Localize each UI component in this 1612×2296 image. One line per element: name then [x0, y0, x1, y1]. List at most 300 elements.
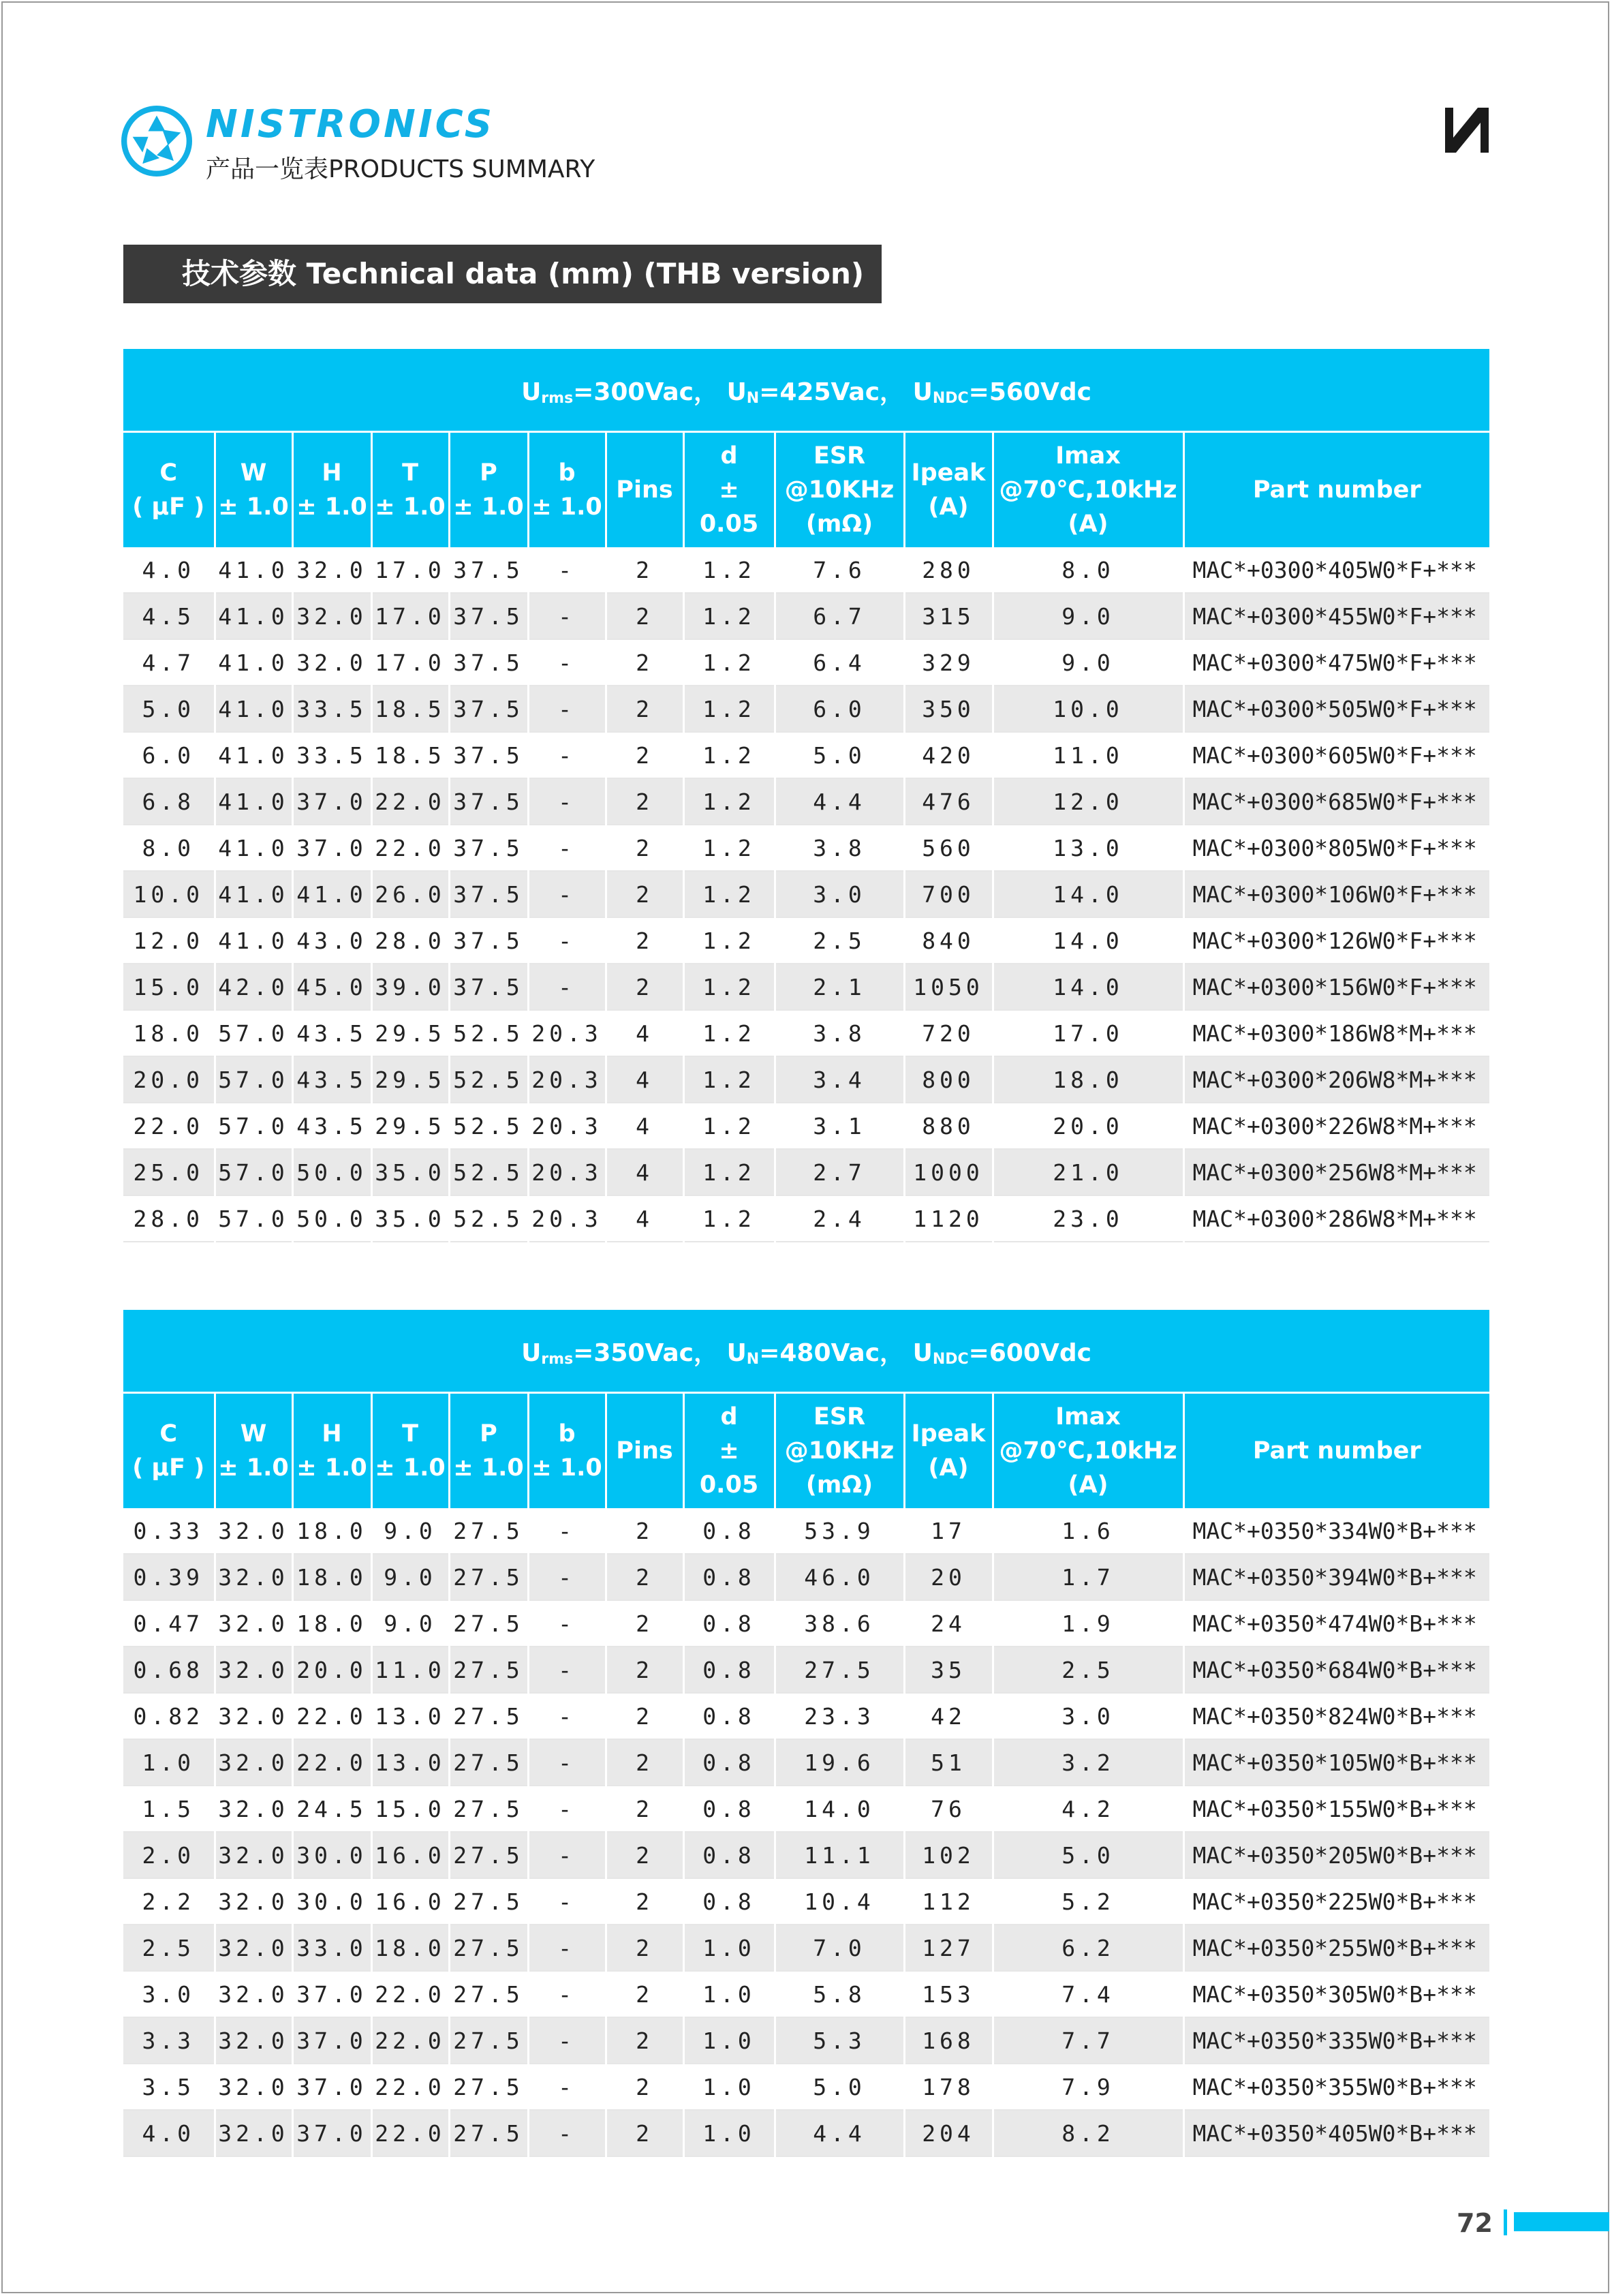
column-header-line: ( μF )	[132, 493, 205, 521]
table-cell: 32.0	[215, 1508, 292, 1554]
table-row	[123, 1554, 1489, 1600]
table-cell: 37.5	[449, 547, 528, 593]
table-cell: 9.0	[371, 1508, 449, 1554]
part-number-cell: MAC*+0300*226W8*M+***	[1183, 1103, 1489, 1149]
table-cell: 4	[606, 1103, 683, 1149]
column-header-line: ± 1.0	[296, 493, 367, 521]
column-header	[1183, 1393, 1489, 1509]
table-row	[123, 1786, 1489, 1832]
table-cell: 880	[904, 1103, 993, 1149]
table-cell: 35.0	[371, 1149, 449, 1195]
table-cell: 11.0	[371, 1647, 449, 1693]
table-cell: 46.0	[775, 1554, 904, 1600]
column-header	[606, 1393, 683, 1509]
table-cell: 37.5	[449, 778, 528, 825]
table-cell: 43.5	[292, 1056, 371, 1103]
table-cell: 6.4	[775, 639, 904, 686]
column-header-line: Ipeak	[911, 459, 986, 487]
table-cell: 22.0	[371, 2064, 449, 2110]
table-cell: 9.0	[993, 593, 1183, 639]
table-cell: 18.5	[371, 732, 449, 778]
column-header-line: T	[402, 459, 418, 487]
column-header-line: ± 1.0	[531, 493, 602, 521]
part-number-cell: MAC*+0300*106W0*F+***	[1183, 871, 1489, 917]
table-cell: 27.5	[449, 1832, 528, 1878]
table-cell: 0.8	[683, 1647, 775, 1693]
table-row	[123, 1149, 1489, 1195]
column-header-line: (A)	[1068, 510, 1109, 538]
section-title: 技术参数 Technical data (mm) (THB version)	[123, 245, 882, 303]
part-number-cell: MAC*+0300*126W0*F+***	[1183, 917, 1489, 964]
part-number-cell: MAC*+0350*225W0*B+***	[1183, 1878, 1489, 1925]
table-cell: 20.0	[123, 1056, 215, 1103]
table-cell: 26.0	[371, 871, 449, 917]
table-cell: 153	[904, 1971, 993, 2017]
table-cell: 41.0	[215, 732, 292, 778]
table-cell: 2.4	[775, 1195, 904, 1242]
table-cell: 4	[606, 1010, 683, 1056]
table-cell: 840	[904, 917, 993, 964]
table-cell: 35	[904, 1647, 993, 1693]
column-header-line: W	[240, 1420, 267, 1448]
table-cell: 11.0	[993, 732, 1183, 778]
table-cell: 2	[606, 1832, 683, 1878]
part-number-cell: MAC*+0350*205W0*B+***	[1183, 1832, 1489, 1878]
table-cell: 53.9	[775, 1508, 904, 1554]
table-cell: 22.0	[371, 2110, 449, 2156]
column-header	[775, 432, 904, 548]
column-header	[449, 1393, 528, 1509]
table-cell: 1000	[904, 1149, 993, 1195]
table-row	[123, 825, 1489, 871]
table-cell: -	[528, 1647, 606, 1693]
table-cell: 20.3	[528, 1010, 606, 1056]
table-cell: -	[528, 1693, 606, 1739]
table-cell: 4.2	[993, 1786, 1183, 1832]
table-cell: 2.5	[123, 1925, 215, 1971]
table-cell: 2	[606, 732, 683, 778]
table-cell: 127	[904, 1925, 993, 1971]
column-header-line: (mΩ)	[805, 510, 873, 538]
column-header-line: Part number	[1252, 476, 1421, 504]
table-cell: 3.0	[123, 1971, 215, 2017]
table-cell: 27.5	[449, 1786, 528, 1832]
part-number-cell: MAC*+0300*286W8*M+***	[1183, 1195, 1489, 1242]
table-cell: 42.0	[215, 964, 292, 1010]
column-header-line: ESR	[813, 1403, 866, 1430]
table-cell: 2.7	[775, 1149, 904, 1195]
table-row	[123, 871, 1489, 917]
table-cell: -	[528, 917, 606, 964]
table-cell: 1.2	[683, 964, 775, 1010]
table-cell: 1.0	[683, 2110, 775, 2156]
table-cell: 29.5	[371, 1056, 449, 1103]
column-header	[292, 432, 371, 548]
table-cell: -	[528, 1971, 606, 2017]
column-header-line: Imax	[1055, 442, 1121, 470]
table-cell: 2	[606, 1739, 683, 1786]
part-number-cell: MAC*+0350*394W0*B+***	[1183, 1554, 1489, 1600]
table-cell: 16.0	[371, 1878, 449, 1925]
table-cell: 33.0	[292, 1925, 371, 1971]
table-cell: 37.5	[449, 825, 528, 871]
table-cell: 41.0	[215, 917, 292, 964]
table-cell: 32.0	[292, 547, 371, 593]
column-header-line: C	[159, 459, 178, 487]
column-header-line: b	[558, 459, 576, 487]
table-cell: 3.8	[775, 1010, 904, 1056]
table-cell: 32.0	[292, 593, 371, 639]
column-header-line: (A)	[928, 493, 969, 521]
table-cell: 1.2	[683, 593, 775, 639]
table-cell: 4	[606, 1149, 683, 1195]
table-cell: 6.0	[123, 732, 215, 778]
table-cell: 112	[904, 1878, 993, 1925]
table-cell: -	[528, 732, 606, 778]
table-cell: 57.0	[215, 1195, 292, 1242]
table-cell: 37.0	[292, 2017, 371, 2064]
part-number-cell: MAC*+0350*355W0*B+***	[1183, 2064, 1489, 2110]
table-cell: 18.5	[371, 686, 449, 732]
table-cell: 35.0	[371, 1195, 449, 1242]
table-cell: 800	[904, 1056, 993, 1103]
table-cell: 168	[904, 2017, 993, 2064]
column-header-line: ± 0.05	[699, 476, 759, 538]
table-cell: 33.5	[292, 686, 371, 732]
table-cell: 1.2	[683, 686, 775, 732]
table-cell: 5.0	[123, 686, 215, 732]
table-row	[123, 1508, 1489, 1554]
column-header	[123, 432, 215, 548]
table-cell: 51	[904, 1739, 993, 1786]
table-cell: 32.0	[215, 1554, 292, 1600]
table-cell: 15.0	[371, 1786, 449, 1832]
table-cell: 20	[904, 1554, 993, 1600]
table-cell: 27.5	[775, 1647, 904, 1693]
table-cell: 52.5	[449, 1056, 528, 1103]
part-number-cell: MAC*+0350*405W0*B+***	[1183, 2110, 1489, 2156]
table-cell: 2	[606, 1647, 683, 1693]
column-header-line: b	[558, 1420, 576, 1448]
table-row	[123, 1056, 1489, 1103]
table-cell: 27.5	[449, 1971, 528, 2017]
table-cell: 6.2	[993, 1925, 1183, 1971]
column-header	[123, 1393, 215, 1509]
column-header	[528, 432, 606, 548]
table-cell: 20.3	[528, 1056, 606, 1103]
table-cell: 6.0	[775, 686, 904, 732]
table-cell: 13.0	[993, 825, 1183, 871]
table-cell: 4.4	[775, 778, 904, 825]
table-cell: 23.3	[775, 1693, 904, 1739]
table-cell: 3.3	[123, 2017, 215, 2064]
table-cell: 1.0	[683, 2064, 775, 2110]
table-body	[123, 1508, 1489, 2156]
part-number-cell: MAC*+0300*256W8*M+***	[1183, 1149, 1489, 1195]
table-cell: 19.6	[775, 1739, 904, 1786]
column-header	[904, 1393, 993, 1509]
table-cell: 2	[606, 825, 683, 871]
table-cell: 32.0	[215, 1832, 292, 1878]
table-cell: 28.0	[123, 1195, 215, 1242]
table-cell: 9.0	[993, 639, 1183, 686]
part-number-cell: MAC*+0350*305W0*B+***	[1183, 1971, 1489, 2017]
table-cell: 27.5	[449, 1925, 528, 1971]
table-row	[123, 547, 1489, 593]
column-header-line: @10KHz	[784, 476, 895, 504]
n-logo-icon	[1442, 104, 1491, 157]
table-cell: 17.0	[993, 1010, 1183, 1056]
part-number-cell: MAC*+0300*605W0*F+***	[1183, 732, 1489, 778]
table-cell: -	[528, 1739, 606, 1786]
table-cell: 0.68	[123, 1647, 215, 1693]
table-row	[123, 1878, 1489, 1925]
table-cell: 14.0	[993, 917, 1183, 964]
table-cell: 8.2	[993, 2110, 1183, 2156]
table-cell: -	[528, 686, 606, 732]
table-cell: 27.5	[449, 1508, 528, 1554]
column-header-line: T	[402, 1420, 418, 1448]
table-cell: 37.5	[449, 639, 528, 686]
table-cell: 2	[606, 1786, 683, 1832]
table-row	[123, 1693, 1489, 1739]
table-cell: -	[528, 1925, 606, 1971]
table-cell: 32.0	[215, 1693, 292, 1739]
table-cell: 5.2	[993, 1878, 1183, 1925]
table-cell: -	[528, 639, 606, 686]
table-row	[123, 1832, 1489, 1878]
table-cell: 1.2	[683, 1056, 775, 1103]
column-header-line: ( μF )	[132, 1454, 205, 1482]
table-cell: 3.5	[123, 2064, 215, 2110]
part-number-cell: MAC*+0350*155W0*B+***	[1183, 1786, 1489, 1832]
table-cell: 10.4	[775, 1878, 904, 1925]
table-cell: 13.0	[371, 1739, 449, 1786]
table-cell: 315	[904, 593, 993, 639]
table-cell: 2	[606, 871, 683, 917]
column-header	[993, 432, 1183, 548]
column-header	[1183, 432, 1489, 548]
part-number-cell: MAC*+0350*684W0*B+***	[1183, 1647, 1489, 1693]
table-cell: 20.0	[993, 1103, 1183, 1149]
table-row	[123, 1925, 1489, 1971]
table-cell: 3.2	[993, 1739, 1183, 1786]
table-cell: 57.0	[215, 1149, 292, 1195]
table-row	[123, 2017, 1489, 2064]
table-cell: -	[528, 964, 606, 1010]
table-cell: 38.6	[775, 1600, 904, 1647]
table-cell: 1.5	[123, 1786, 215, 1832]
table-cell: 0.8	[683, 1786, 775, 1832]
table-cell: 32.0	[215, 1925, 292, 1971]
table-cell: 0.82	[123, 1693, 215, 1739]
table-cell: 41.0	[215, 639, 292, 686]
table-cell: 57.0	[215, 1010, 292, 1056]
table-cell: 41.0	[215, 871, 292, 917]
table-cell: -	[528, 1832, 606, 1878]
table-row	[123, 778, 1489, 825]
table-cell: 17	[904, 1508, 993, 1554]
column-header	[775, 1393, 904, 1509]
table-cell: 37.5	[449, 871, 528, 917]
table-cell: 2	[606, 593, 683, 639]
table-cell: 24.5	[292, 1786, 371, 1832]
table-cell: 29.5	[371, 1103, 449, 1149]
table-cell: 18.0	[292, 1600, 371, 1647]
column-header	[683, 1393, 775, 1509]
table-cell: 37.0	[292, 2064, 371, 2110]
table-cell: 3.0	[775, 871, 904, 917]
table-cell: 0.8	[683, 1739, 775, 1786]
column-header-line: @70℃,10kHz	[999, 1437, 1177, 1465]
table-cell: 15.0	[123, 964, 215, 1010]
table-cell: 0.39	[123, 1554, 215, 1600]
table-cell: 2	[606, 1508, 683, 1554]
column-header-line: ± 1.0	[375, 493, 446, 521]
column-header-line: ± 1.0	[218, 493, 289, 521]
table-cell: 41.0	[215, 547, 292, 593]
table-cell: 17.0	[371, 593, 449, 639]
column-header-line: ± 1.0	[453, 1454, 524, 1482]
table-cell: 57.0	[215, 1103, 292, 1149]
table-cell: 20.3	[528, 1195, 606, 1242]
table-cell: 2	[606, 686, 683, 732]
table-row	[123, 917, 1489, 964]
table-cell: 41.0	[215, 593, 292, 639]
table-cell: 4.0	[123, 547, 215, 593]
part-number-cell: MAC*+0300*685W0*F+***	[1183, 778, 1489, 825]
column-header-line: @70℃,10kHz	[999, 476, 1177, 504]
table-cell: 0.8	[683, 1832, 775, 1878]
table-cell: 18.0	[993, 1056, 1183, 1103]
voltage-rating-header: $U_{rms}=300Vac$， $U_N=425Vac$， $U_{NDC}=560Vdc$	[123, 349, 1489, 432]
table-cell: 27.5	[449, 1647, 528, 1693]
table-cell: 11.1	[775, 1832, 904, 1878]
table-cell: 2	[606, 1554, 683, 1600]
table-cell: 17.0	[371, 547, 449, 593]
table-cell: 25.0	[123, 1149, 215, 1195]
table-cell: -	[528, 1600, 606, 1647]
table-row	[123, 1195, 1489, 1242]
table-cell: 32.0	[215, 1739, 292, 1786]
column-header-line: ± 0.05	[699, 1437, 759, 1499]
table-cell: 41.0	[292, 871, 371, 917]
table-cell: 2	[606, 1878, 683, 1925]
table-cell: 14.0	[993, 964, 1183, 1010]
part-number-cell: MAC*+0300*505W0*F+***	[1183, 686, 1489, 732]
column-header-line: Pins	[616, 1437, 673, 1465]
column-header-line: C	[159, 1420, 178, 1448]
part-number-cell: MAC*+0350*335W0*B+***	[1183, 2017, 1489, 2064]
table-cell: 420	[904, 732, 993, 778]
column-header-line: ESR	[813, 442, 866, 470]
table-cell: 2.2	[123, 1878, 215, 1925]
column-header-row	[123, 1393, 1489, 1509]
table-cell: 16.0	[371, 1832, 449, 1878]
column-header	[993, 1393, 1183, 1509]
table-cell: 41.0	[215, 825, 292, 871]
table-cell: 4.4	[775, 2110, 904, 2156]
table-cell: 2	[606, 964, 683, 1010]
table-cell: 560	[904, 825, 993, 871]
table-cell: 1.0	[123, 1739, 215, 1786]
table-cell: 37.5	[449, 593, 528, 639]
table-cell: 5.0	[775, 732, 904, 778]
table-cell: 1.2	[683, 1103, 775, 1149]
table-cell: 2	[606, 1925, 683, 1971]
table-cell: 1120	[904, 1195, 993, 1242]
table-cell: 14.0	[993, 871, 1183, 917]
table-cell: 7.7	[993, 2017, 1183, 2064]
table-cell: 3.0	[993, 1693, 1183, 1739]
table-cell: 27.5	[449, 1878, 528, 1925]
table-cell: 0.33	[123, 1508, 215, 1554]
column-header-line: d	[720, 442, 738, 470]
table-cell: 12.0	[993, 778, 1183, 825]
table-cell: -	[528, 1554, 606, 1600]
column-header-line: @10KHz	[784, 1437, 895, 1465]
table-cell: 32.0	[215, 1786, 292, 1832]
table-cell: 8.0	[993, 547, 1183, 593]
column-header-line: W	[240, 459, 267, 487]
table-cell: 32.0	[215, 2110, 292, 2156]
table-cell: 2	[606, 547, 683, 593]
table-cell: 24	[904, 1600, 993, 1647]
part-number-cell: MAC*+0350*474W0*B+***	[1183, 1600, 1489, 1647]
table-cell: 57.0	[215, 1056, 292, 1103]
table-cell: 204	[904, 2110, 993, 2156]
table-row	[123, 593, 1489, 639]
table-cell: 5.0	[993, 1832, 1183, 1878]
brand-name: NISTRONICS	[206, 102, 495, 147]
table-cell: 22.0	[371, 1971, 449, 2017]
table-cell: 9.0	[371, 1554, 449, 1600]
table-cell: -	[528, 1878, 606, 1925]
spec-table-300vac	[123, 349, 1489, 1242]
table-cell: 27.5	[449, 2017, 528, 2064]
column-header	[606, 432, 683, 548]
column-header-line: P	[480, 459, 497, 487]
table-cell: -	[528, 593, 606, 639]
column-header-line: Ipeak	[911, 1420, 986, 1448]
table-cell: 37.5	[449, 686, 528, 732]
table-cell: 17.0	[371, 639, 449, 686]
table-cell: 1.2	[683, 917, 775, 964]
table-cell: 1.2	[683, 547, 775, 593]
table-cell: 700	[904, 871, 993, 917]
part-number-cell: MAC*+0300*455W0*F+***	[1183, 593, 1489, 639]
table-cell: 10.0	[993, 686, 1183, 732]
part-number-cell: MAC*+0300*805W0*F+***	[1183, 825, 1489, 871]
table-cell: 22.0	[371, 825, 449, 871]
table-cell: 29.5	[371, 1010, 449, 1056]
table-cell: 102	[904, 1832, 993, 1878]
table-cell: 30.0	[292, 1832, 371, 1878]
table-cell: 30.0	[292, 1878, 371, 1925]
table-cell: 2.5	[775, 917, 904, 964]
table-row	[123, 639, 1489, 686]
table-cell: 52.5	[449, 1103, 528, 1149]
table-cell: 37.0	[292, 825, 371, 871]
part-number-cell: MAC*+0350*334W0*B+***	[1183, 1508, 1489, 1554]
table-cell: 2	[606, 778, 683, 825]
table-cell: -	[528, 871, 606, 917]
column-header	[371, 1393, 449, 1509]
column-header-line: (A)	[1068, 1471, 1109, 1499]
table-cell: 5.3	[775, 2017, 904, 2064]
column-header	[528, 1393, 606, 1509]
table-cell: 0.8	[683, 1554, 775, 1600]
